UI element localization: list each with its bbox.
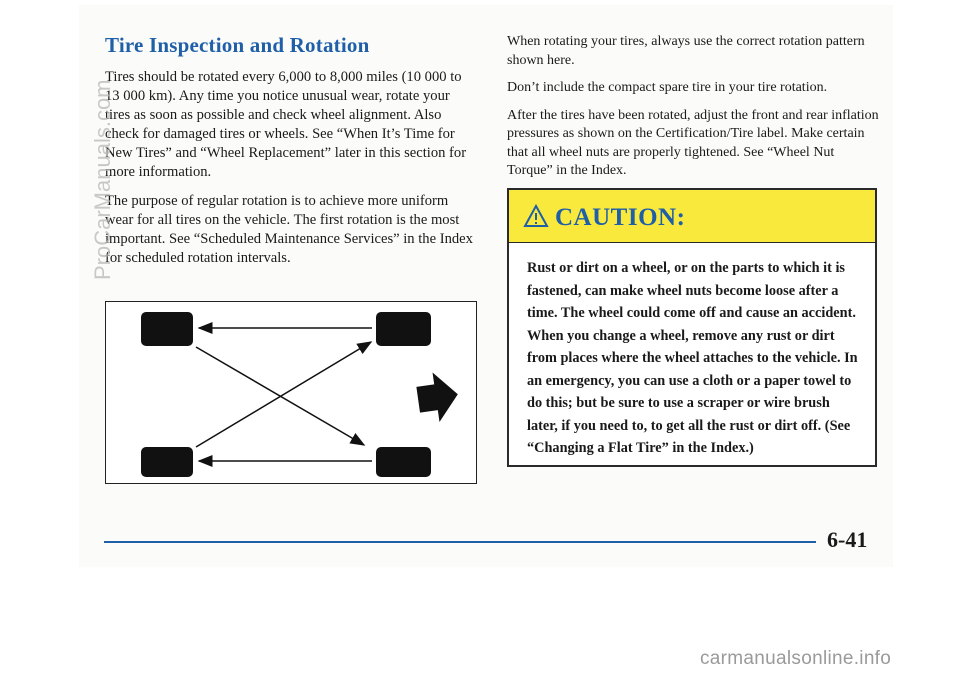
side-watermark: ProCarManuals.com [90,79,115,280]
page-number: 6-41 [827,527,868,552]
paragraph-rotation-pattern: When rotating your tires, always use the correct rotation pattern shown here. [507,34,865,68]
caution-title: CAUTION: [555,204,686,231]
caution-header [509,190,875,243]
caution-text: Rust or dirt on a wheel, or on the parts to which it is fastened, can make wheel nuts become loose after a time. The wheel could come off and cause an accident. When you change a wheel, remove any rust or dirt from places where the wheel attaches to the vehicle. In an emergency, you can use a cloth or a paper towel to do this; but be sure to use a scraper or wire brush later, if you need to, to get all the rust or dirt off. (See “Changing a Flat Tire” in the Index.) [527,260,858,456]
paragraph-rotation-purpose: The purpose of regular rotation is to achieve more uniform wear for all tires on the vehicle. The first rotation is the most important. See “Scheduled Maintenance Services” in the Index for scheduled rotation intervals. [105,193,473,266]
tire-left-front [141,312,193,346]
tire-right-front [376,312,431,346]
tire-left-rear [141,447,193,477]
tire-right-rear [376,447,431,477]
caution-box [507,188,877,467]
bottom-watermark: carmanualsonline.info [700,648,892,669]
forward-arrow-icon [415,369,462,424]
section-title: Tire Inspection and Rotation [105,33,370,57]
paragraph-compact-spare: Don’t include the compact spare tire in your tire rotation. [507,80,828,95]
paragraph-rotation-interval: Tires should be rotated every 6,000 to 8,000 miles (10 000 to 13 000 km). Any time you notice unusual wear, rotate your tires as soon as possible and check wheel alignment. Also check for damaged tires or wheels. See “When It’s Time for New Tires” and “Wheel Replacement” later in this section for more information. [105,69,467,180]
footer-rule [104,541,816,543]
left-column [105,33,477,278]
paragraph-inflation-pressures: After the tires have been rotated, adjust the front and rear inflation pressures as shown on the Certification/Tire label. Make certain that all wheel nuts are properly tightened. See “Wheel Nut Torque” in the Index. [507,107,879,178]
warning-triangle-icon [523,204,549,228]
right-column [507,33,879,190]
arrow-lr-to-rf [196,342,371,447]
rotation-pattern-diagram [105,301,477,484]
